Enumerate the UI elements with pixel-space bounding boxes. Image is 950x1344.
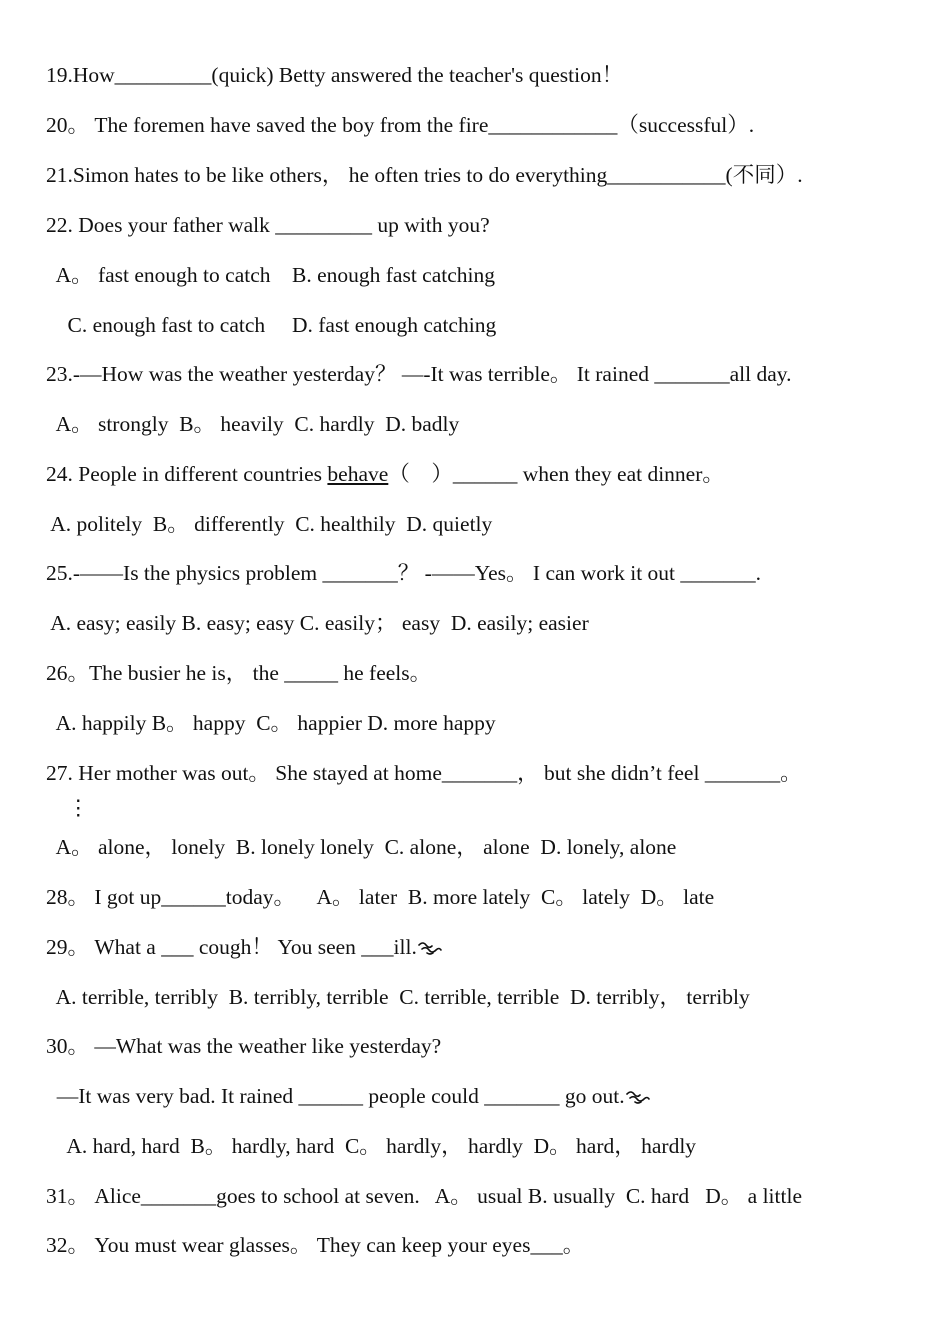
question-25: 25.-——Is the physics problem _______？ -——Yes。 I can work it out _______. bbox=[46, 561, 762, 585]
question-27-continuation: ⋮ bbox=[46, 796, 89, 820]
question-22-options-ab: A。 fast enough to catch B. enough fast catching bbox=[46, 263, 496, 287]
question-24-prefix: 24. People in different countries bbox=[46, 462, 328, 486]
question-30-answer bbox=[46, 1083, 651, 1109]
question-26-options: A. happily B。 happy C。 happier D. more happy bbox=[46, 711, 496, 735]
squiggle-icon bbox=[417, 940, 443, 956]
question-23-options: A。 strongly B。 heavily C. hardly D. badly bbox=[46, 412, 460, 436]
question-32: 32。 You must wear glasses。 They can keep your eyes___。 bbox=[46, 1233, 585, 1257]
question-29-options: A. terrible, terribly B. terribly, terrible C. terrible, terrible D. terribly， terribly bbox=[46, 985, 750, 1009]
question-27-options: A。 alone， lonely B. lonely lonely C. alone， alone D. lonely, alone bbox=[46, 835, 677, 859]
question-30-answer-text: —It was very bad. It rained ______ people could _______ go out. bbox=[46, 1084, 625, 1108]
question-24-underlined-word: behave bbox=[327, 462, 389, 486]
question-19: 19.How_________(quick) Betty answered the teacher's question！ bbox=[46, 63, 624, 87]
question-22: 22. Does your father walk _________ up with you? bbox=[46, 213, 490, 237]
question-23: 23.-—How was the weather yesterday？ —-It was terrible。 It rained _______all day. bbox=[46, 362, 792, 386]
question-21: 21.Simon hates to be like others， he often tries to do everything___________(不同）. bbox=[46, 163, 803, 187]
question-29-text: 29。 What a ___ cough！ You seen ___ill. bbox=[46, 935, 417, 959]
question-24-suffix: （ ）______ when they eat dinner。 bbox=[388, 462, 724, 486]
question-24-options: A. politely B。 differently C. healthily D. quietly bbox=[46, 512, 493, 536]
question-30: 30。 —What was the weather like yesterday? bbox=[46, 1034, 442, 1058]
question-28: 28。 I got up______today。 A。 later B. more lately C。 lately D。 late bbox=[46, 885, 715, 909]
question-30-options: A. hard, hard B。 hardly, hard C。 hardly， hardly D。 hard， hardly bbox=[46, 1134, 697, 1158]
squiggle-icon bbox=[625, 1089, 651, 1105]
question-20: 20。 The foremen have saved the boy from the fire____________（successful）. bbox=[46, 113, 755, 137]
question-29 bbox=[46, 934, 443, 960]
question-24 bbox=[46, 461, 724, 487]
question-31: 31。 Alice_______goes to school at seven. A。 usual B. usually C. hard D。 a little bbox=[46, 1184, 802, 1208]
question-25-options: A. easy; easily B. easy; easy C. easily； easy D. easily; easier bbox=[46, 611, 589, 635]
question-26: 26。The busier he is， the _____ he feels。 bbox=[46, 661, 432, 685]
question-22-options-cd: C. enough fast to catch D. fast enough catching bbox=[46, 313, 497, 337]
question-27: 27. Her mother was out。 She stayed at home_______， but she didn’t feel _______。 bbox=[46, 761, 802, 785]
